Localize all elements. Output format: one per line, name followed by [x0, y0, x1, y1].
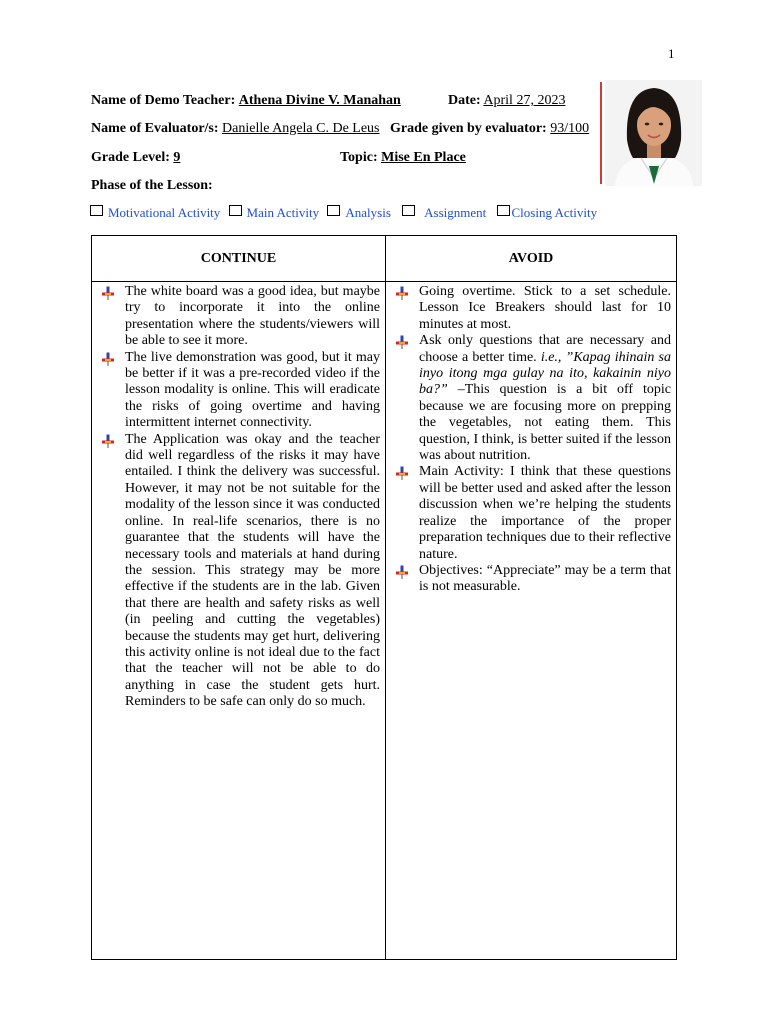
checkbox-icon[interactable] [90, 205, 103, 216]
phase-option-main[interactable] [229, 204, 320, 222]
page-number: 1 [668, 46, 675, 61]
list-item [392, 464, 671, 562]
phase-option-closing[interactable] [497, 204, 598, 222]
grade-level-row [91, 149, 180, 167]
photo-divider [600, 82, 602, 184]
list-item [98, 432, 380, 711]
grade-given-row [390, 120, 589, 138]
teacher-label: Name of Demo Teacher: [91, 93, 236, 108]
grade-level-label: Grade Level: [91, 150, 170, 165]
date-row [448, 92, 565, 110]
phase-option-label: Closing Activity [511, 205, 598, 220]
list-item [392, 284, 671, 333]
date-label: Date: [448, 93, 481, 108]
phase-option-label: Analysis [345, 205, 391, 220]
list-item [392, 563, 671, 596]
continue-item-text: The white board was a good idea, but maybe try to incorporate it into the online presentation where the students/viewers will be able to see it more. [125, 284, 380, 349]
pushpin-bullet-icon [395, 286, 409, 300]
list-item [98, 284, 380, 350]
phase-option-analysis[interactable] [327, 204, 391, 222]
grade-given-value: 93/100 [550, 121, 590, 136]
avoid-item-text: Objectives: “Appreciate” may be a term that is not measurable. [419, 562, 671, 595]
pushpin-bullet-icon [101, 352, 115, 366]
topic-row [340, 149, 466, 167]
grade-given-label: Grade given by evaluator: [390, 121, 547, 136]
list-item [98, 350, 380, 432]
avoid-item-text: Main Activity: I think that these questions will be better used and asked after the lesson discussion when we’re helping the students realize the importance of the proper preparation techniques due to their reflective nature. [419, 464, 671, 562]
teacher-name: Athena Divine V. Manahan [238, 93, 401, 108]
checkbox-icon[interactable] [402, 205, 415, 216]
phase-option-label: Motivational Activity [108, 205, 221, 220]
teacher-row [91, 92, 401, 110]
pushpin-bullet-icon [395, 335, 409, 349]
continue-list [98, 284, 380, 711]
continue-item-text: The Application was okay and the teacher did well regardless of the risks it may have entailed. I think the delivery was successful. However, it may not be not suitable for the modality of the lesson since it was conducted online. In real-life scenarios, there is no guarantee that the students will have the necessary tools and materials at hand during the session. This strategy may be more effective if the students are in the lab. Given that there are health and safety risks as well (in peeling and cutting the vegetables) because the students may get hurt, delivering this activity online is not ideal due to the fact that the teacher will not be able to do anything in case the student gets hurt. Reminders to be safe can only do so much. [125, 431, 380, 710]
topic-value: Mise En Place [381, 150, 466, 165]
continue-avoid-table [91, 235, 677, 960]
avoid-item-text: Ask only questions that are necessary and choose a better time. [419, 333, 671, 365]
phase-option-motivational[interactable] [90, 204, 220, 222]
avoid-cell [386, 282, 677, 960]
phase-heading [91, 177, 213, 195]
checkbox-icon[interactable] [327, 205, 340, 216]
phase-option-label: Assignment [424, 205, 487, 220]
list-item [392, 333, 671, 464]
avoid-item-text: –This question is a bit off topic because we are focusing more on prepping the vegetables, not eating them. This question, I think, is better suited if the lesson was about nutrition. [419, 382, 671, 464]
pushpin-bullet-icon [395, 565, 409, 579]
pushpin-bullet-icon [101, 434, 115, 448]
checkbox-icon[interactable] [497, 205, 510, 216]
phase-option-assignment[interactable] [402, 204, 486, 222]
date-value: April 27, 2023 [483, 93, 566, 108]
evaluator-row [91, 120, 380, 138]
phase-option-label: Main Activity [246, 205, 320, 220]
topic-label: Topic: [340, 150, 378, 165]
avoid-list [392, 284, 671, 596]
evaluator-name: Danielle Angela C. De Leus [222, 121, 380, 136]
continue-cell [92, 282, 386, 960]
continue-item-text: The live demonstration was good, but it may be better if it was a pre-recorded video if the lesson modality is online. This will eradicate the risks of going overtime and having intermittent internet connectivity. [125, 349, 380, 431]
teacher-photo [605, 80, 702, 186]
phase-label: Phase of the Lesson: [91, 178, 213, 193]
pushpin-bullet-icon [395, 466, 409, 480]
phase-options [90, 204, 597, 222]
checkbox-icon[interactable] [229, 205, 242, 216]
evaluator-label: Name of Evaluator/s: [91, 121, 219, 136]
continue-header: CONTINUE [92, 236, 386, 282]
avoid-header: AVOID [386, 236, 677, 282]
avoid-item-example-quote: i.e., ”Kapag ihinain sa inyo itong mga gulay na ito, kakainin niyo ba?” [419, 349, 671, 398]
avoid-item-text: Going overtime. Stick to a set schedule. Lesson Ice Breakers should last for 10 minutes at most. [419, 284, 671, 332]
pushpin-bullet-icon [101, 286, 115, 300]
grade-level-value: 9 [173, 150, 181, 165]
